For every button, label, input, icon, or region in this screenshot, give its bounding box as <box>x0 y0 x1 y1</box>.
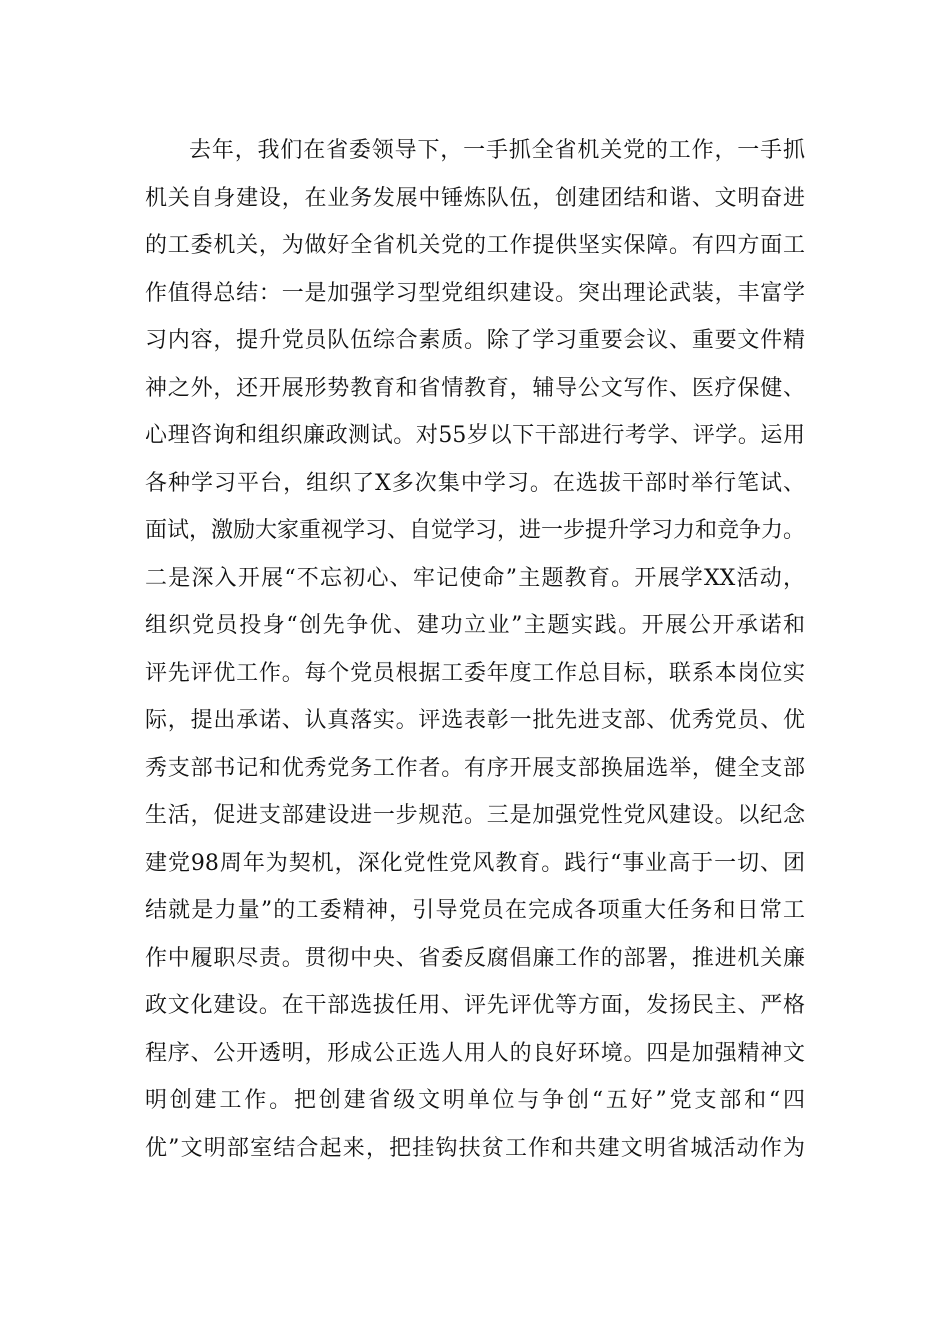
text-line: 的工委机关，为做好全省机关党的工作提供坚实保障。有四方面工 <box>145 233 805 258</box>
text-line: 评先评优工作。每个党员根据工委年度工作总目标，联系本岗位实 <box>145 660 805 686</box>
text-line: 各种学习平台，组织了X多次集中学习。在选拔干部时举行笔试、 <box>145 470 805 496</box>
text-line: 习内容，提升党员队伍综合素质。除了学习重要会议、重要文件精 <box>145 328 805 353</box>
text-line: 优”文明部室结合起来，把挂钩扶贫工作和共建文明省城活动作为 <box>145 1135 805 1161</box>
text-line: 机关自身建设，在业务发展中锤炼队伍，创建团结和谐、文明奋进 <box>145 185 805 211</box>
text-line: 作中履职尽责。贯彻中央、省委反腐倡廉工作的部署，推进机关廉 <box>145 945 805 971</box>
text-line: 二是深入开展“不忘初心、牢记使命”主题教育。开展学XX活动， <box>145 565 805 591</box>
text-line: 神之外，还开展形势教育和省情教育，辅导公文写作、医疗保健、 <box>145 375 805 401</box>
text-line: 生活，促进支部建设进一步规范。三是加强党性党风建设。以纪念 <box>145 803 805 828</box>
text-line: 际，提出承诺、认真落实。评选表彰一批先进支部、优秀党员、优 <box>145 708 805 733</box>
body-paragraph <box>145 127 805 1172</box>
text-line: 去年，我们在省委领导下，一手抓全省机关党的工作，一手抓 <box>189 138 805 163</box>
text-line: 结就是力量”的工委精神，引导党员在完成各项重大任务和日常工 <box>145 898 805 923</box>
text-line: 秀支部书记和优秀党务工作者。有序开展支部换届选举，健全支部 <box>145 755 805 781</box>
text-line: 政文化建设。在干部选拔任用、评先评优等方面，发扬民主、严格 <box>145 993 805 1018</box>
text-line: 心理咨询和组织廉政测试。对55岁以下干部进行考学、评学。运用 <box>145 423 805 448</box>
text-line: 程序、公开透明，形成公正选人用人的良好环境。四是加强精神文 <box>145 1040 805 1066</box>
text-line: 作值得总结：一是加强学习型党组织建设。突出理论武装，丰富学 <box>145 280 805 306</box>
text-line: 建党98周年为契机，深化党性党风教育。践行“事业高于一切、团 <box>145 850 805 876</box>
text-line: 面试，激励大家重视学习、自觉学习，进一步提升学习力和竞争力。 <box>145 518 806 543</box>
text-line: 明创建工作。把创建省级文明单位与争创“五好”党支部和“四 <box>145 1088 805 1113</box>
text-line: 组织党员投身“创先争优、建功立业”主题实践。开展公开承诺和 <box>145 613 805 638</box>
